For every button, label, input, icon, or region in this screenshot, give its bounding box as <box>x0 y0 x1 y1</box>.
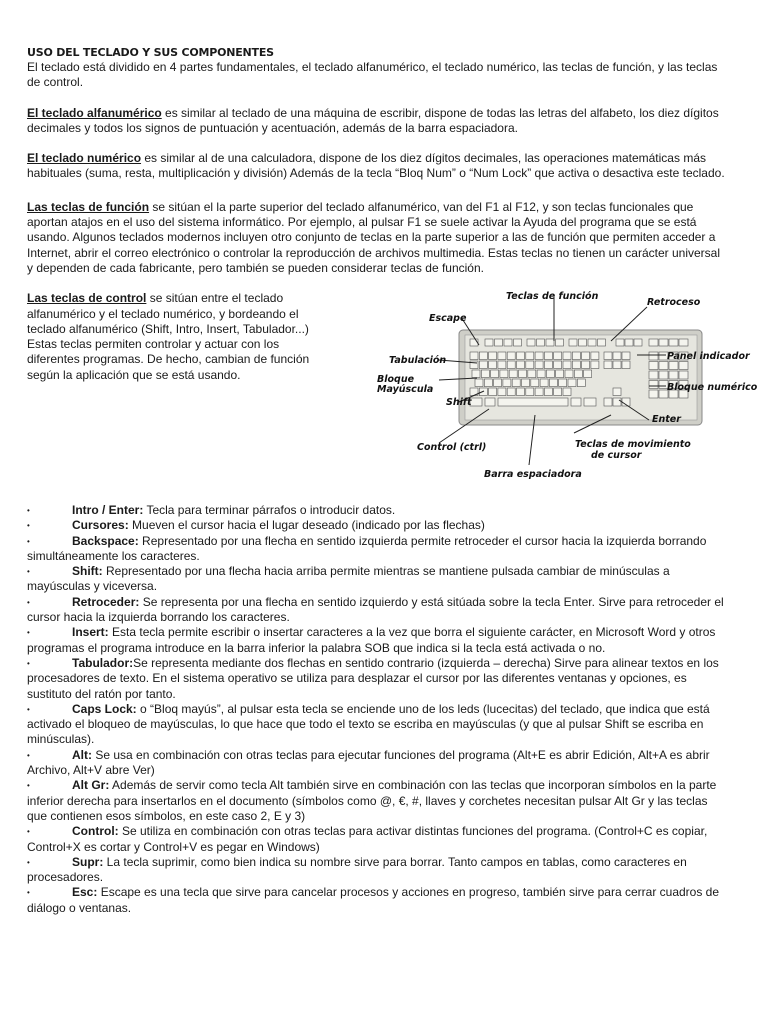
key <box>563 352 571 360</box>
key <box>582 352 590 360</box>
key <box>563 388 571 396</box>
item-text: Esta tecla permite escribir o insertar caracteres a la vez que borra el siguiente carácter, en Microsoft Word y otros programas el programa introduce en la barra inferior la palabra SOB que indica si la tecla está activada o no. <box>27 625 716 655</box>
key <box>554 361 562 369</box>
bullet: • <box>27 628 30 638</box>
key <box>517 352 525 360</box>
bullet: • <box>27 704 30 714</box>
key-numeric <box>649 390 658 398</box>
item-text: Escape es una tecla que sirve para cancelar procesos y acciones en progreso, también sirve para cerrar cuadros de diálogo o ventanas. <box>27 885 720 915</box>
list-item <box>27 503 727 518</box>
key-numeric <box>669 362 678 370</box>
item-text: Representado por una flecha hacia arriba permite mientras se mantiene pulsada cambiar de minúsculas a mayúsculas y viceversa. <box>27 564 670 594</box>
bullet: • <box>27 750 30 760</box>
section-numerico <box>27 151 727 182</box>
key <box>549 379 557 387</box>
list-item <box>27 625 727 656</box>
item-text: Se usa en combinación con otras teclas para ejecutar funciones del programa (Alt+E es abrir Edición, Alt+A es abrir Archivo, Alt+V abre Ver) <box>27 747 710 778</box>
bullet: • <box>27 567 30 577</box>
key-function <box>514 339 522 346</box>
label-shift: Shift <box>446 397 472 409</box>
key <box>526 388 534 396</box>
key-numeric <box>649 352 658 360</box>
key <box>572 352 580 360</box>
key <box>582 361 590 369</box>
list-item <box>27 855 727 886</box>
label-barra-espaciadora: Barra espaciadora <box>484 469 582 481</box>
bullet: • <box>27 521 30 531</box>
key <box>544 361 552 369</box>
key-nav <box>613 361 621 369</box>
list-item <box>27 824 727 855</box>
key-function <box>495 339 503 346</box>
key <box>470 352 478 360</box>
key <box>535 388 543 396</box>
item-text: Además de servir como tecla Alt también sirve en combinación con las teclas que incorporan símbolos en la parte inferior derecha para insertarlos en el documento (símbolos como @, €, #, llaves y corchetes necesitan pulsar Alt Gr y las teclas que contienen esos símbolos, en este caso 2, E y 3) <box>27 778 717 823</box>
key-ctrl-right <box>584 398 596 406</box>
section-heading: El teclado numérico <box>27 151 142 166</box>
item-text: Se representa por una flecha en sentido izquierdo y está sitúada sobre la tecla Enter. Sirve para retroceder el cursor hacia la izquierda borrando los caracteres. <box>27 594 724 625</box>
list-item <box>27 885 727 916</box>
key-space <box>498 398 568 406</box>
item-term: Intro / Enter: <box>72 503 144 517</box>
section-text: se sitúan entre el teclado alfanumérico y el teclado numérico, y bordeando el teclado alfanumérico (Shift, Intro, Insert, Tabulador...) Estas teclas permiten controlar y actuar con los diferentes programas. De hecho, cambian de función según la aplicación que se está usando. <box>27 291 310 382</box>
label-teclas-funcion: Teclas de función <box>506 291 599 303</box>
key <box>484 379 492 387</box>
item-term: Alt: <box>72 747 92 762</box>
item-term: Control: <box>72 824 119 839</box>
label-bloque-numerico: Bloque numérico <box>667 382 758 394</box>
list-item <box>27 534 727 565</box>
key-function <box>485 339 493 346</box>
label-panel-indicador: Panel indicador <box>667 351 750 363</box>
list-item <box>27 702 727 748</box>
key <box>517 388 525 396</box>
key <box>517 361 525 369</box>
item-text: Representado por una flecha en sentido izquierda permite retroceder el cursor hacia la izquierda borrando simultáneamente los caracteres. <box>27 533 707 563</box>
key <box>481 370 489 378</box>
bullet: • <box>27 888 30 898</box>
bullet: • <box>27 506 30 515</box>
key <box>537 370 545 378</box>
section-text: es similar al de una calculadora, dispone de los diez dígitos decimales, las operaciones matemáticas más habituales (suma, resta, multiplicación y división) Además de la tecla “Bloq Num” o “Num Lock” que activa o desactiva este teclado. <box>27 151 725 181</box>
item-term: Tabulador: <box>72 655 134 670</box>
item-text: La tecla suprimir, como bien indica su nombre sirve para borrar. Tanto campos en tablas, como caracteres en procesadores. <box>27 854 687 885</box>
section-control <box>27 291 327 383</box>
key-indicator <box>659 339 668 346</box>
key <box>591 361 599 369</box>
bullet: • <box>27 536 30 546</box>
key-nav <box>613 352 621 360</box>
label-control: Control (ctrl) <box>417 442 487 454</box>
key-numeric <box>659 371 668 379</box>
key-indicator <box>669 339 678 346</box>
key <box>565 370 573 378</box>
item-text: Se utiliza en combinación con otras teclas para activar distintas funciones del programa. (Control+C es copiar, Control+X es cortar y Control+V es pegar en Windows) <box>27 824 708 854</box>
key-nav <box>604 352 612 360</box>
section-text: se sitúan el la parte superior del teclado alfanumérico, van del F1 al F12, y son teclas funcionales que aportan atajos en el uso del sistema informático. Por ejemplo, al pulsar F1 se suele activar la Ayuda del programa que se está usando. Algunos teclados modernos incluyen otro conjunto de teclas en la parte superior a las de función que permiten acceder a Internet, abrir el correo electrónico o controlar la reproducción de archivos multimedia. Estas teclas no tienen un carácter universal y dependen de cada fabricante, pero también se pueden considerar teclas de función. <box>27 199 721 275</box>
key <box>554 352 562 360</box>
item-text: Tecla para terminar párrafos o introducir datos. <box>143 503 396 517</box>
label-escape: Escape <box>429 313 467 325</box>
item-term: Caps Lock: <box>72 701 137 716</box>
list-item <box>27 748 727 779</box>
key <box>507 388 515 396</box>
bullet: • <box>27 781 30 791</box>
item-term: Supr: <box>72 854 104 869</box>
key <box>528 370 536 378</box>
bullet: • <box>27 827 30 837</box>
key-function <box>598 339 606 346</box>
key-arrow <box>613 398 621 406</box>
list-item <box>27 518 727 533</box>
key-indicator <box>649 339 658 346</box>
list-item <box>27 656 727 702</box>
key-numeric <box>669 371 678 379</box>
key-numeric <box>659 362 668 370</box>
key-alt <box>485 398 495 406</box>
key <box>535 352 543 360</box>
key <box>491 370 499 378</box>
key <box>489 361 497 369</box>
key <box>540 379 548 387</box>
key <box>546 370 554 378</box>
item-text: Se representa mediante dos flechas en sentido contrario (izquierda – derecha) Sirve para alinear textos en los procesadores de texto. En el sistema operativo se utiliza para desplazar el cursor por las diferentes ventanas y opciones, es sustituto del ratón por tanto. <box>27 655 719 701</box>
key <box>507 352 515 360</box>
key-numeric <box>679 371 688 379</box>
key <box>535 361 543 369</box>
key <box>572 361 580 369</box>
list-item <box>27 778 727 824</box>
label-teclas-movimiento: Teclas de movimiento <box>575 439 691 451</box>
key <box>584 370 592 378</box>
key-function <box>537 339 545 346</box>
key-system <box>634 339 642 346</box>
key-function <box>556 339 564 346</box>
key <box>526 361 534 369</box>
item-text: o “Bloq mayús”, al pulsar esta tecla se enciende uno de los leds (lucecitas) del teclado, que indica que está activado el bloqueo de mayúsculas, lo que hace que todo el texto se escriba en mayúsculas (y que al pulsar Shift se escriba en minúsculas). <box>27 701 710 747</box>
key <box>577 379 585 387</box>
key <box>563 361 571 369</box>
label-retroceso: Retroceso <box>647 297 701 309</box>
section-heading: Las teclas de control <box>27 291 147 306</box>
key-arrow <box>613 388 621 396</box>
key-function <box>579 339 587 346</box>
list-item <box>27 595 727 626</box>
control-section <box>27 291 758 481</box>
section-text: es similar al teclado de una máquina de escribir, dispone de todas las letras del alfabeto, los diez dígitos decimales y todos los signos de puntuación y acentuación, además de la barra espaciadora. <box>27 105 719 135</box>
key <box>507 361 515 369</box>
item-term: Alt Gr: <box>72 778 110 793</box>
key <box>556 370 564 378</box>
item-term: Insert: <box>72 625 109 640</box>
key <box>503 379 511 387</box>
item-text: Mueven el cursor hacia el lugar deseado (indicado por las flechas) <box>128 518 485 533</box>
key <box>479 361 487 369</box>
key <box>522 379 530 387</box>
key-system <box>625 339 633 346</box>
key <box>498 388 506 396</box>
key <box>531 379 539 387</box>
key-indicator <box>679 339 688 346</box>
item-term: Esc: <box>72 885 98 900</box>
key-numeric <box>649 381 658 389</box>
key-function <box>569 339 577 346</box>
label-tabulacion: Tabulación <box>389 355 447 367</box>
key <box>500 370 508 378</box>
key <box>591 352 599 360</box>
key <box>574 370 582 378</box>
key <box>498 361 506 369</box>
key <box>489 352 497 360</box>
document-body <box>27 46 758 481</box>
key <box>519 370 527 378</box>
key <box>544 388 552 396</box>
label-de-cursor: de cursor <box>591 450 642 462</box>
key <box>472 370 480 378</box>
item-term: Backspace: <box>72 533 139 548</box>
key-function <box>546 339 554 346</box>
key <box>498 352 506 360</box>
section-alfanumerico <box>27 106 727 137</box>
key <box>489 388 497 396</box>
key-nav <box>622 361 630 369</box>
key-numeric <box>679 362 688 370</box>
key-system <box>616 339 624 346</box>
intro-paragraph: El teclado está dividido en 4 partes fundamentales, el teclado alfanumérico, el teclado numérico, las teclas de función, y las teclas de control. <box>27 60 718 90</box>
key <box>479 352 487 360</box>
item-term: Retroceder: <box>72 594 140 609</box>
key-nav <box>604 361 612 369</box>
item-term: Shift: <box>72 564 103 579</box>
key-function <box>527 339 535 346</box>
key-numeric <box>649 371 658 379</box>
key-arrow <box>604 398 612 406</box>
key-altgr <box>571 398 581 406</box>
document-title: USO DEL TECLADO Y SUS COMPONENTES <box>27 46 274 59</box>
label-enter: Enter <box>652 414 681 426</box>
control-keys-list <box>27 503 727 916</box>
key-function <box>588 339 596 346</box>
bullet: • <box>27 857 30 867</box>
label-bloque: Bloque <box>377 374 415 386</box>
key <box>544 352 552 360</box>
item-term: Cursores: <box>72 518 129 533</box>
bullet: • <box>27 658 30 668</box>
key-function <box>504 339 512 346</box>
section-funcion <box>27 200 727 276</box>
key <box>559 379 567 387</box>
list-item <box>27 564 727 595</box>
bullet: • <box>27 597 30 607</box>
key-nav <box>622 352 630 360</box>
key <box>512 379 520 387</box>
key <box>568 379 576 387</box>
key <box>494 379 502 387</box>
section-heading: Las teclas de función <box>27 199 150 214</box>
key <box>509 370 517 378</box>
key <box>475 379 483 387</box>
section-heading: El teclado alfanumérico <box>27 105 162 120</box>
label-mayuscula: Mayúscula <box>377 384 434 396</box>
keyboard-diagram <box>349 285 759 485</box>
key <box>526 352 534 360</box>
key-numeric <box>649 362 658 370</box>
key <box>554 388 562 396</box>
key-ctrl <box>470 398 482 406</box>
